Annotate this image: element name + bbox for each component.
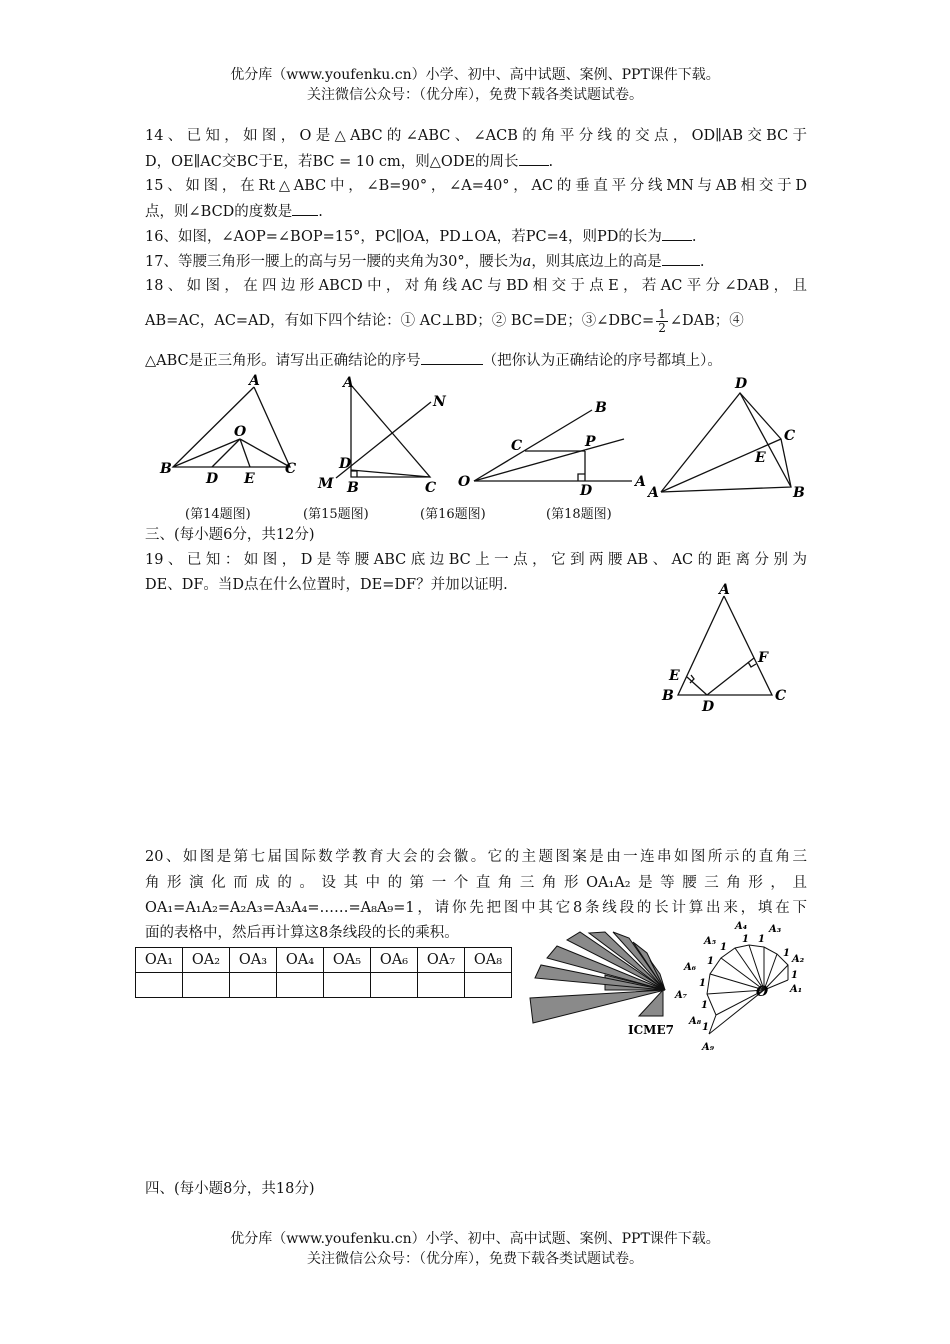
fig15-label-C: C bbox=[425, 480, 437, 496]
q19-line-1: 19、已知：如图，D是等腰ABC底边BC上一点，它到两腰AB、AC的距离分别为 bbox=[145, 552, 807, 568]
fig15-label-A: A bbox=[343, 375, 354, 391]
spiral-label-A9: A₉ bbox=[702, 1042, 715, 1053]
icme7-logo bbox=[525, 920, 675, 1035]
q15-answer-blank[interactable] bbox=[292, 201, 318, 216]
oa-answer-cell[interactable] bbox=[136, 973, 183, 998]
q19-line-2: DE、DF。当D点在什么位置时，DE=DF？并加以证明. bbox=[145, 577, 508, 593]
q14-end: . bbox=[548, 154, 554, 170]
spiral-unit-label: 1 bbox=[758, 934, 765, 945]
fig14-diagram bbox=[173, 387, 290, 467]
fig15-CD bbox=[351, 470, 430, 477]
fig16-OB bbox=[474, 410, 592, 481]
oa-header-cell: OA₂ bbox=[183, 948, 230, 973]
oa-answer-cell[interactable] bbox=[324, 973, 371, 998]
spiral-unit-label: 1 bbox=[783, 948, 790, 959]
fig14-label-C: C bbox=[285, 461, 297, 477]
oa-table bbox=[135, 947, 512, 998]
fig16-right-angle bbox=[578, 474, 585, 481]
fig19-label-A: A bbox=[719, 582, 730, 598]
footer-line-2: 关注微信公众号：（优分库），免费下载各类试题试卷。 bbox=[307, 1251, 643, 1267]
fig16-label-D: D bbox=[580, 483, 593, 499]
fig19-diagram bbox=[650, 578, 810, 718]
fig18-label-A: A bbox=[648, 485, 659, 501]
fig15-label-N: N bbox=[433, 394, 446, 410]
oa-header-cell: OA₄ bbox=[277, 948, 324, 973]
q16-end: . bbox=[691, 229, 697, 245]
fig19-right-angle-F bbox=[748, 662, 756, 667]
oa-header-cell: OA₇ bbox=[418, 948, 465, 973]
fig14-OB bbox=[173, 439, 240, 467]
caption-fig15: (第15题图) bbox=[303, 507, 369, 522]
fig19-label-F: F bbox=[758, 650, 768, 666]
oa-answer-cell[interactable] bbox=[418, 973, 465, 998]
oa-answer-cell[interactable] bbox=[230, 973, 277, 998]
fig14-OD bbox=[212, 439, 240, 467]
fig19-DE bbox=[687, 677, 707, 695]
q18-line-3 bbox=[145, 350, 807, 371]
oa-table-header-row bbox=[136, 948, 512, 973]
oa-answer-cell[interactable] bbox=[183, 973, 230, 998]
spiral-label-A1: A₁ bbox=[790, 984, 803, 995]
fig14-label-O: O bbox=[234, 424, 247, 440]
spiral-unit-label: 1 bbox=[720, 942, 727, 953]
fig19-label-C: C bbox=[775, 688, 787, 704]
q17-answer-blank[interactable] bbox=[662, 251, 700, 266]
oa-answer-cell[interactable] bbox=[277, 973, 324, 998]
q18-line-2 bbox=[145, 301, 807, 341]
oa-header-cell: OA₈ bbox=[465, 948, 512, 973]
spiral-label-A5: A₅ bbox=[704, 936, 717, 947]
sqrt-spiral-diagram bbox=[672, 912, 812, 1062]
spiral-label-A2: A₂ bbox=[792, 954, 805, 965]
spiral-unit-label: 1 bbox=[701, 1000, 708, 1011]
fig16-diagram bbox=[474, 410, 632, 481]
q20-line-4: 面的表格中，然后再计算这8条线段的长的乘积。 bbox=[145, 925, 459, 941]
q18-frac-num: 1 bbox=[658, 306, 666, 321]
oa-header-cell: OA₁ bbox=[136, 948, 183, 973]
spiral-label-A6: A₆ bbox=[684, 962, 697, 973]
q17-end: . bbox=[699, 254, 705, 270]
oa-answer-cell[interactable] bbox=[371, 973, 418, 998]
q18-line-1: 18、如图，在四边形ABCD中，对角线AC与BD相交于点E，若AC平分∠DAB，且 bbox=[145, 278, 807, 294]
fig16-label-A: A bbox=[635, 474, 646, 490]
q14-text: D，OE∥AC交BC于E，若BC = 10 cm，则△ODE的周长 bbox=[145, 154, 519, 170]
fig15-label-B: B bbox=[347, 480, 359, 496]
fig16-label-O: O bbox=[458, 474, 471, 490]
q18-fraction bbox=[656, 308, 668, 335]
q17-text: 17、等腰三角形一腰上的高与另一腰的夹角为30°，腰长为 bbox=[145, 254, 523, 270]
fig14-triangle bbox=[173, 387, 290, 467]
q18-text-2a: AB=AC，AC=AD，有如下四个结论：① AC⊥BD；② BC=DE；③∠DBC= bbox=[145, 313, 655, 329]
fig15-label-D: D bbox=[339, 456, 352, 472]
q16-text: 16、如图，∠AOP=∠BOP=15°，PC∥OA，PD⊥OA，若PC=4，则PD的长为 bbox=[145, 229, 662, 245]
fig19-label-B: B bbox=[662, 688, 674, 704]
q18-frac-den: 2 bbox=[658, 320, 666, 335]
fig15-triangle bbox=[351, 385, 430, 477]
q18-text-2b: ∠DAB；④ bbox=[669, 313, 744, 329]
header-line-2: 关注微信公众号：（优分库），免费下载各类试题试卷。 bbox=[307, 87, 643, 103]
header-line-1: 优分库（www.youfenku.cn）小学、初中、高中试题、案例、PPT课件下载。 bbox=[230, 67, 720, 83]
figures-row bbox=[0, 370, 950, 505]
q20-line-3: OA₁=A₁A₂=A₂A₃=A₃A₄=……=A₈A₉=1，请你先把图中其它8条线段的长计算出来，填在下 bbox=[145, 900, 807, 916]
caption-fig14: (第14题图) bbox=[185, 507, 251, 522]
spiral-label-A4: A₄ bbox=[735, 921, 748, 932]
fig15-right-angle bbox=[351, 471, 357, 477]
fig14-label-A: A bbox=[249, 373, 260, 389]
fig18-label-D: D bbox=[735, 376, 748, 392]
oa-header-cell: OA₅ bbox=[324, 948, 371, 973]
q17-text-2: ，则其底边上的高是 bbox=[531, 254, 662, 270]
section-4-heading: 四、(每小题8分，共18分) bbox=[145, 1181, 315, 1197]
fig19-label-E: E bbox=[669, 668, 680, 684]
fig16-label-C: C bbox=[511, 438, 523, 454]
q20-line-2: 角形演化而成的。设其中的第一个直角三角形OA₁A₂是等腰三角形，且 bbox=[145, 875, 807, 891]
fig16-label-P: P bbox=[585, 434, 596, 450]
fig18-label-E: E bbox=[755, 450, 766, 466]
q18-answer-blank[interactable] bbox=[421, 350, 483, 365]
fig19-DF bbox=[707, 658, 754, 695]
fig14-label-B: B bbox=[160, 461, 172, 477]
fig14-label-E: E bbox=[244, 471, 255, 487]
q17-var: a bbox=[522, 254, 532, 270]
icme7-logo-label: ICME7 bbox=[628, 1023, 674, 1035]
spiral-unit-label: 1 bbox=[702, 1022, 709, 1033]
caption-fig16: (第16题图) bbox=[420, 507, 486, 522]
fig19-label-D: D bbox=[702, 699, 715, 715]
fig15-label-M: M bbox=[318, 476, 334, 492]
spiral-unit-label: 1 bbox=[742, 934, 749, 945]
q20-line-1: 20、如图是第七届国际数学教育大会的会徽。它的主题图案是由一连串如图所示的直角三 bbox=[145, 849, 807, 865]
spiral-label-A7: A₇ bbox=[675, 990, 688, 1001]
fig14-OC bbox=[240, 439, 290, 467]
fig16-label-B: B bbox=[595, 400, 607, 416]
q18-text-3b: （把你认为正确结论的序号都填上）。 bbox=[482, 353, 722, 369]
q15-line-2 bbox=[145, 201, 807, 222]
q15-text: 点，则∠BCD的度数是 bbox=[145, 204, 293, 220]
fig18-diagram bbox=[661, 393, 791, 492]
fig16-OP bbox=[474, 439, 624, 481]
q18-text-3a: △ABC是正三角形。请写出正确结论的序号 bbox=[145, 353, 421, 369]
q14-line-2 bbox=[145, 151, 807, 172]
q14-line-1: 14、已知，如图，O是△ABC的∠ABC、∠ACB的角平分线的交点，OD∥AB交BC于 bbox=[145, 128, 807, 144]
q15-end: . bbox=[318, 204, 323, 220]
oa-table-answer-row bbox=[136, 973, 512, 998]
spiral-label-O: O bbox=[756, 984, 769, 1000]
spiral-unit-label: 1 bbox=[791, 970, 798, 981]
spiral-unit-label: 1 bbox=[707, 956, 714, 967]
spiral-label-A8: A₈ bbox=[689, 1016, 702, 1027]
spiral-label-A3: A₃ bbox=[769, 924, 782, 935]
q17-line bbox=[145, 251, 807, 272]
fig18-label-C: C bbox=[784, 428, 796, 444]
q15-line-1: 15、如图，在Rt△ABC中，∠B=90°，∠A=40°，AC的垂直平分线MN与AB相交于D bbox=[145, 178, 807, 194]
q16-answer-blank[interactable] bbox=[662, 226, 692, 241]
caption-fig18: (第18题图) bbox=[546, 507, 612, 522]
fig18-label-B: B bbox=[793, 485, 805, 501]
oa-header-cell: OA₃ bbox=[230, 948, 277, 973]
q14-answer-blank[interactable] bbox=[519, 151, 549, 166]
fig19-right-angle-E bbox=[690, 675, 694, 683]
fig14-label-D: D bbox=[206, 471, 219, 487]
footer-line-1: 优分库（www.youfenku.cn）小学、初中、高中试题、案例、PPT课件下载。 bbox=[230, 1231, 720, 1247]
section-3-heading: 三、(每小题6分，共12分) bbox=[145, 527, 315, 543]
oa-answer-cell[interactable] bbox=[465, 973, 512, 998]
spiral-unit-label: 1 bbox=[699, 978, 706, 989]
oa-header-cell: OA₆ bbox=[371, 948, 418, 973]
q16-line bbox=[145, 226, 807, 247]
